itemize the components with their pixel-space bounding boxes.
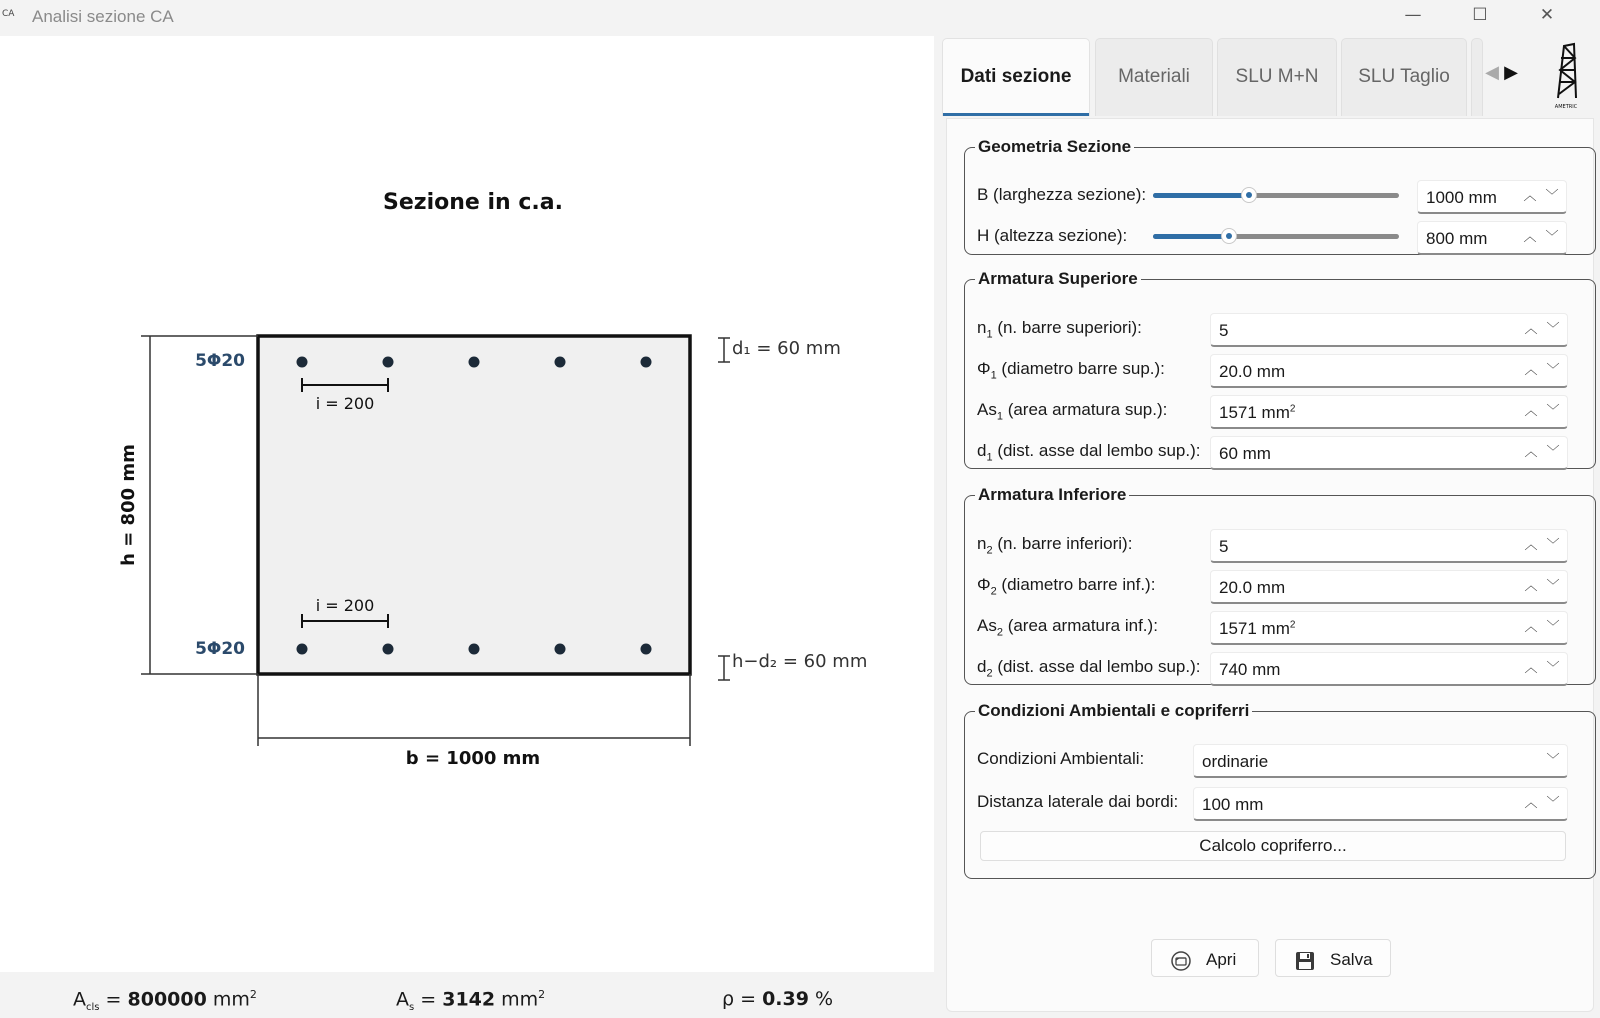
d2-value: 740 mm bbox=[1219, 660, 1281, 679]
properties-panel bbox=[940, 36, 1600, 1018]
condizioni-legend: Condizioni Ambientali e copriferri bbox=[978, 701, 1250, 720]
phi2-down-icon[interactable]: ﹀ bbox=[1546, 579, 1560, 594]
phi2-up-icon[interactable]: ︿ bbox=[1524, 579, 1538, 594]
n1-value: 5 bbox=[1219, 321, 1229, 340]
phi1-value: 20.0 mm bbox=[1219, 362, 1286, 381]
geometria-legend: Geometria Sezione bbox=[978, 137, 1132, 156]
drawing-title: Sezione in c.a. bbox=[383, 190, 563, 215]
rebar bbox=[383, 644, 394, 655]
b-down-icon[interactable]: ﹀ bbox=[1545, 189, 1559, 204]
section-drawing bbox=[0, 36, 934, 972]
logo-text: AMETRIC bbox=[1554, 104, 1578, 110]
apri-button[interactable] bbox=[1151, 939, 1259, 977]
n2-value: 5 bbox=[1219, 537, 1229, 556]
as1-up-icon[interactable]: ︿ bbox=[1524, 404, 1538, 419]
n1-spinbox[interactable] bbox=[1210, 313, 1568, 347]
phi1-down-icon[interactable]: ﹀ bbox=[1546, 363, 1560, 378]
as1-spinbox[interactable] bbox=[1210, 395, 1568, 429]
ambientali-label: Condizioni Ambientali: bbox=[977, 749, 1145, 768]
top-spacing-label: i = 200 bbox=[315, 394, 375, 413]
as1-label: $As_1$ (area armatura sup.): bbox=[977, 400, 1168, 423]
phi2-label: $\Phi_2$ (diametro barre inf.): bbox=[977, 575, 1156, 598]
distanza-down-icon[interactable]: ﹀ bbox=[1546, 796, 1560, 811]
n2-up-icon[interactable]: ︿ bbox=[1524, 538, 1538, 553]
distanza-label: Distanza laterale dai bordi: bbox=[977, 792, 1179, 811]
h-slider[interactable] bbox=[1153, 234, 1399, 239]
d1-field-label: $d_1$ (dist. asse dal lembo sup.): bbox=[977, 441, 1201, 464]
d1-row bbox=[977, 436, 1577, 466]
as2-spinbox[interactable] bbox=[1210, 611, 1568, 645]
width-dimension bbox=[258, 674, 690, 746]
armatura-superiore-legend: Armatura Superiore bbox=[978, 269, 1138, 288]
n1-label: $n_1$ (n. barre superiori): bbox=[977, 318, 1142, 341]
steel-area-stat: $A_s = 3142$ $mm^2$ bbox=[396, 988, 546, 1014]
reinforcement-ratio-stat: ρ = 0.39 % bbox=[722, 988, 834, 1010]
n2-spinbox[interactable] bbox=[1210, 529, 1568, 563]
app-icon: CA bbox=[2, 9, 15, 19]
n2-down-icon[interactable]: ﹀ bbox=[1546, 538, 1560, 553]
calcolo-copriferro-button[interactable]: Calcolo copriferro... bbox=[980, 831, 1566, 861]
armatura-inferiore-legend: Armatura Inferiore bbox=[978, 485, 1127, 504]
rebar bbox=[555, 644, 566, 655]
d1-value: 60 mm bbox=[1219, 444, 1271, 463]
distanza-value: 100 mm bbox=[1202, 795, 1264, 814]
as2-down-icon[interactable]: ﹀ bbox=[1546, 620, 1560, 635]
window-title: Analisi sezione CA bbox=[32, 7, 174, 26]
d1-down-icon[interactable]: ﹀ bbox=[1546, 445, 1560, 460]
distanza-spinbox[interactable] bbox=[1193, 787, 1568, 821]
h-label: H (altezza sezione): bbox=[977, 226, 1128, 245]
n2-label: $n_2$ (n. barre inferiori): bbox=[977, 534, 1133, 557]
d2-row bbox=[977, 652, 1577, 682]
salva-button[interactable] bbox=[1275, 939, 1391, 977]
maximize-button[interactable]: ☐ bbox=[1472, 5, 1488, 25]
rebar bbox=[641, 357, 652, 368]
concrete-section bbox=[258, 336, 690, 674]
d2-up-icon[interactable]: ︿ bbox=[1524, 661, 1538, 676]
rebar bbox=[555, 357, 566, 368]
salva-label: Salva bbox=[1330, 950, 1373, 969]
tab-materiali[interactable]: Materiali bbox=[1095, 38, 1213, 116]
d1-spinbox[interactable] bbox=[1210, 436, 1568, 470]
phi2-row bbox=[977, 570, 1577, 600]
h-row bbox=[977, 221, 1577, 251]
d1-marker bbox=[718, 338, 730, 362]
geometria-group bbox=[964, 137, 1596, 255]
height-dimension bbox=[141, 336, 258, 674]
tab-overflow[interactable] bbox=[1471, 38, 1483, 116]
close-button[interactable]: ✕ bbox=[1539, 5, 1555, 25]
as2-label: $As_2$ (area armatura inf.): bbox=[977, 616, 1158, 639]
b-slider[interactable] bbox=[1153, 193, 1399, 198]
h-value: 800 mm bbox=[1426, 229, 1488, 248]
as2-row bbox=[977, 611, 1577, 641]
as1-down-icon[interactable]: ﹀ bbox=[1546, 404, 1560, 419]
n1-down-icon[interactable]: ﹀ bbox=[1546, 322, 1560, 337]
h-slider-thumb[interactable] bbox=[1221, 228, 1237, 244]
d2-field-label: $d_2$ (dist. asse dal lembo sup.): bbox=[977, 657, 1201, 680]
armatura-superiore-group bbox=[964, 269, 1596, 469]
armatura-inferiore-group bbox=[964, 485, 1596, 685]
rebar bbox=[297, 644, 308, 655]
rebar bbox=[469, 357, 480, 368]
tab-content-dati-sezione bbox=[946, 118, 1594, 1012]
h-up-icon[interactable]: ︿ bbox=[1523, 230, 1537, 245]
width-label: b = 1000 mm bbox=[405, 748, 541, 769]
d2-label: h−d₂ = 60 mm bbox=[732, 651, 868, 672]
ambientali-value: ordinarie bbox=[1202, 752, 1269, 771]
d1-up-icon[interactable]: ︿ bbox=[1524, 445, 1538, 460]
top-bars-label: 5Φ20 bbox=[195, 351, 245, 371]
b-up-icon[interactable]: ︿ bbox=[1523, 189, 1537, 204]
phi2-value: 20.0 mm bbox=[1219, 578, 1286, 597]
h-slider-fill bbox=[1153, 234, 1229, 239]
d2-spinbox[interactable] bbox=[1210, 652, 1568, 686]
n2-row bbox=[977, 529, 1577, 559]
as2-up-icon[interactable]: ︿ bbox=[1524, 620, 1538, 635]
rebar bbox=[297, 357, 308, 368]
ambientali-dropdown[interactable] bbox=[1193, 744, 1568, 778]
rebar bbox=[383, 357, 394, 368]
h-down-icon[interactable]: ﹀ bbox=[1545, 230, 1559, 245]
h-spinbox[interactable] bbox=[1417, 221, 1567, 255]
d2-marker bbox=[718, 656, 730, 680]
rebar bbox=[469, 644, 480, 655]
b-value: 1000 mm bbox=[1426, 188, 1497, 207]
apri-label: Apri bbox=[1206, 950, 1237, 969]
tab-next-arrow[interactable]: ▶ bbox=[1504, 62, 1518, 83]
open-icon bbox=[1170, 950, 1192, 972]
as2-value: 1571 $mm^2$ bbox=[1219, 619, 1296, 638]
tab-prev-arrow[interactable]: ◀ bbox=[1485, 62, 1499, 83]
phi2-spinbox[interactable] bbox=[1210, 570, 1568, 604]
ambientali-row bbox=[977, 744, 1577, 774]
b-row bbox=[977, 180, 1577, 210]
ametric-logo bbox=[1548, 40, 1584, 112]
phi1-row bbox=[977, 354, 1577, 384]
stats-bar bbox=[0, 974, 934, 1018]
save-icon bbox=[1294, 950, 1316, 972]
phi1-spinbox[interactable] bbox=[1210, 354, 1568, 388]
title-bar bbox=[0, 0, 1600, 34]
phi1-label: $\Phi_1$ (diametro barre sup.): bbox=[977, 359, 1165, 382]
as1-row bbox=[977, 395, 1577, 425]
bottom-bars-label: 5Φ20 bbox=[195, 639, 245, 659]
tab-slu-mn[interactable]: SLU M+N bbox=[1217, 38, 1337, 116]
b-label: B (larghezza sezione): bbox=[977, 185, 1147, 204]
b-slider-thumb[interactable] bbox=[1241, 187, 1257, 203]
n1-up-icon[interactable]: ︿ bbox=[1524, 322, 1538, 337]
chevron-down-icon[interactable]: ﹀ bbox=[1546, 753, 1560, 768]
bottom-spacing-label: i = 200 bbox=[315, 596, 375, 615]
section-drawing-panel bbox=[0, 36, 934, 972]
condizioni-group bbox=[964, 701, 1596, 879]
phi1-up-icon[interactable]: ︿ bbox=[1524, 363, 1538, 378]
height-label: h = 800 mm bbox=[118, 444, 139, 566]
concrete-area-stat: $A_{cls} = 800000$ $mm^2$ bbox=[73, 988, 257, 1014]
distanza-up-icon[interactable]: ︿ bbox=[1524, 796, 1538, 811]
tab-slu-taglio[interactable]: SLU Taglio bbox=[1341, 38, 1467, 116]
tab-dati-sezione[interactable]: Dati sezione bbox=[942, 38, 1090, 116]
b-spinbox[interactable] bbox=[1417, 180, 1567, 214]
d1-label: d₁ = 60 mm bbox=[732, 338, 841, 359]
b-slider-fill bbox=[1153, 193, 1249, 198]
n1-row bbox=[977, 313, 1577, 343]
as1-value: 1571 $mm^2$ bbox=[1219, 403, 1296, 422]
rebar bbox=[641, 644, 652, 655]
minimize-button[interactable]: — bbox=[1404, 5, 1422, 25]
d2-down-icon[interactable]: ﹀ bbox=[1546, 661, 1560, 676]
distanza-row bbox=[977, 787, 1577, 817]
